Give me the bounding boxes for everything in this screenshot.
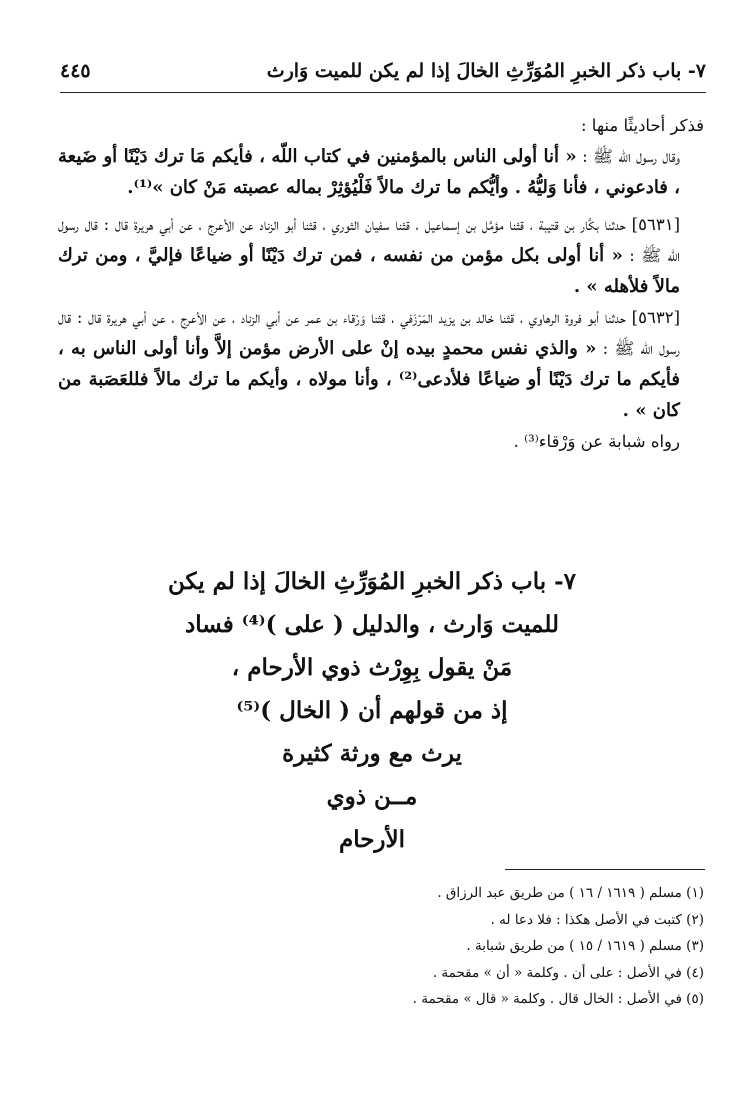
- isnad-chain: [٥٦٣٢] حدثنا أبو فروة الرهاوي ، قثنا خالد بن يزيد المَرْزَفي ، قثنا وَرْقاء بن عمر عن أبي الزناد ، عن الأعرج ، عن أبي هريرة قال : قال رسول اللّه ﷺ :: [58, 308, 680, 358]
- header-title: ٧- باب ذكر الخبرِ المُوَرِّثِ الخالَ إذا لم يكن للميت وَارث: [266, 60, 706, 82]
- hadith-paragraph-5631: [58, 209, 704, 302]
- chapter-heading-line: مَنْ يقول بِوِرْث ذوي الأرحام ،: [231, 654, 513, 681]
- chapter-heading-line: مــن ذوي: [326, 783, 418, 810]
- footnote: (٢) كتبت في الأصل هكذا : فلا دعا له .: [490, 911, 704, 928]
- intro-line: فذكر أحاديثًا منها :: [580, 116, 704, 135]
- isnad-chain: [٥٦٣١] حدثنا بكَّار بن قتيبة ، قثنا مؤمَّل بن إسماعيل ، قثنا سفيان الثوري ، قثنا أبو الزناد عن الأعرج ، عن أبي هريرة قال : قال رسول اللّه ﷺ :: [58, 215, 680, 265]
- hadith-text: « والذي نفس محمدٍ بيده إنْ على الأرض مؤمن إلاَّ وأنا أولى الناس به ، فأيكم ما ترك دَيْنًا أو ضياعًا فلأدعى⁽²⁾ ، وأنا مولاه ، وأيكم ما ترك مالاً فللعَصَبة من كان » .: [58, 338, 681, 421]
- chapter-heading-line: إذ من قولهم أن ( الخال )⁽⁵⁾: [236, 697, 508, 724]
- footnote: (٣) مسلم ( ١٦١٩ / ١٥ ) من طريق شبابة .: [466, 938, 704, 954]
- narration-note: رواه شبابة عن وَرْقاء⁽³⁾ .: [513, 432, 680, 451]
- hadith-text: « أنا أولى الناس بالمؤمنين في كتاب اللّه ، فأيكم مَا ترك دَيْنًا أو ضَيعة ، فادعوني ، فأنا وَليُّهُ . وأيُّكم ما ترك مالاً فَلْيُؤثِرْ بماله عصبته مَنْ كان »⁽¹⁾.: [58, 146, 680, 198]
- chapter-heading-line: للميت وَارث ، والدليل ( على )⁽⁴⁾ فساد: [185, 611, 559, 638]
- main-text: [58, 110, 704, 457]
- footnote-divider: [505, 869, 705, 870]
- chapter-heading-line: ٧- باب ذكر الخبرِ المُوَرِّثِ الخالَ إذا لم يكن: [167, 568, 577, 595]
- running-header: [60, 52, 706, 93]
- hadith-text: « أنا أولى بكل مؤمن من نفسه ، فمن ترك دَيْنًا أو ضياعًا فإليَّ ، ومن ترك مالاً فلأهله » .: [58, 245, 680, 297]
- footnote: (٤) في الأصل : على أن . وكلمة « أن » مقحمة .: [432, 964, 704, 981]
- footnotes: [300, 880, 704, 1013]
- chapter-heading-line: الأرحام: [338, 826, 406, 853]
- footnote: (١) مسلم ( ١٦١٩ / ١٦ ) من طريق عبد الرزاق .: [437, 885, 704, 901]
- hadith-paragraph-5632: [58, 302, 704, 426]
- footnote: (٥) في الأصل : الخال قال . وكلمة « قال » مقحمة .: [412, 991, 704, 1007]
- page-number: ٤٤٥: [60, 60, 91, 82]
- hadith-paragraph-1: [58, 141, 704, 203]
- chapter-heading: [140, 560, 604, 861]
- hadith-intro: وقال رسول اللّه ﷺ :: [582, 147, 680, 166]
- chapter-heading-line: يرث مع ورثة كثيرة: [282, 740, 462, 767]
